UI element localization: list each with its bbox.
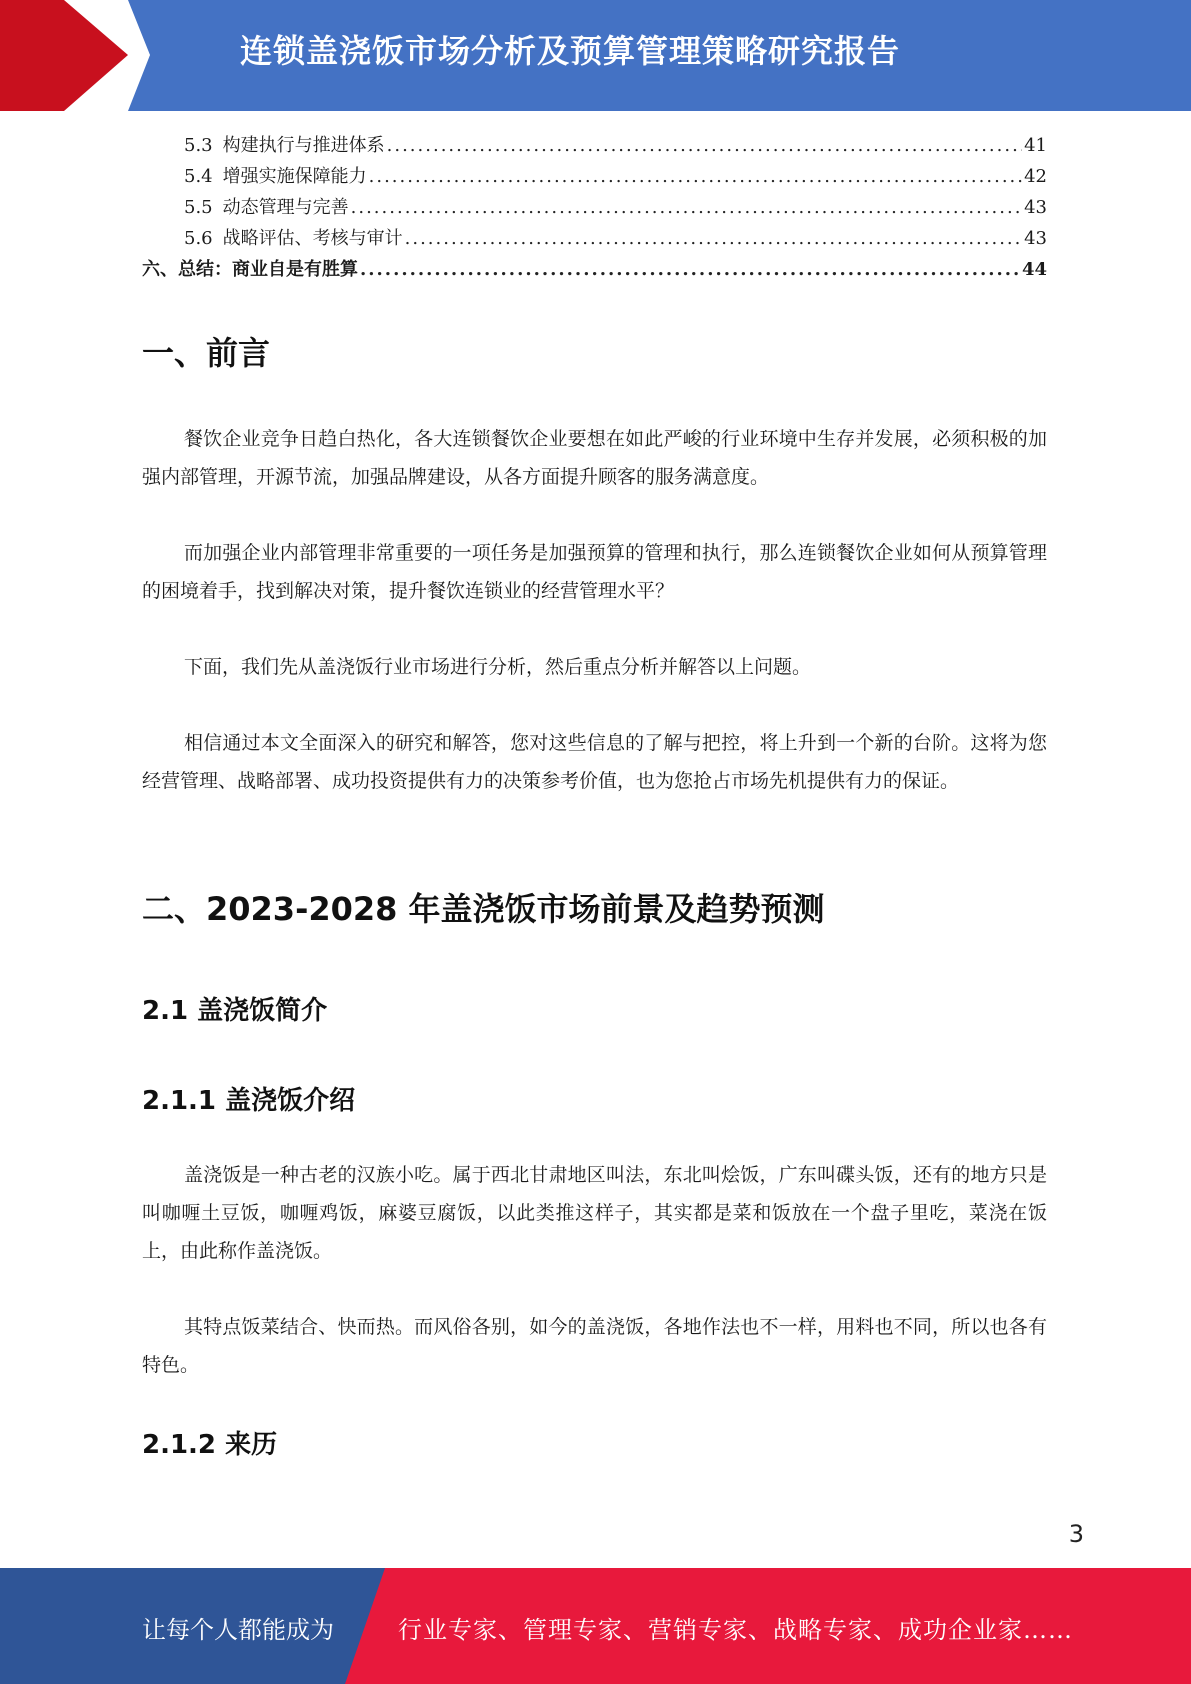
section-heading-preface: 一、前言 [142, 334, 271, 372]
subsection-heading: 2.1 盖浇饭简介 [142, 996, 328, 1026]
body-paragraph: 而加强企业内部管理非常重要的一项任务是加强预算的管理和执行，那么连锁餐饮企业如何从预算管理的困境着手，找到解决对策，提升餐饮连锁业的经营管理水平？ [142, 542, 1047, 602]
toc-entry-label: 增强实施保障能力 [222, 166, 367, 187]
body-paragraph: 其特点饭菜结合、快而热。而风俗各别，如今的盖浇饭，各地作法也不一样，用料也不同，所以也各有特色。 [142, 1316, 1047, 1376]
body-paragraph: 相信通过本文全面深入的研究和解答，您对这些信息的了解与把控，将上升到一个新的台阶。这将为您经营管理、战略部署、成功投资提供有力的决策参考价值，也为您抢占市场先机提供有力的保证。 [142, 732, 1047, 792]
toc-leader-dots [387, 135, 1022, 156]
toc-leader-dots [360, 259, 1020, 280]
footer-slogan-right: 行业专家、管理专家、营销专家、战略专家、成功企业家…… [398, 1616, 1073, 1644]
section-heading-forecast: 二、2023-2028 年盖浇饭市场前景及趋势预测 [142, 890, 825, 928]
page-header [0, 0, 1191, 111]
toc-entry[interactable] [142, 193, 1047, 224]
toc-entry-number: 5.4 [184, 166, 213, 187]
toc-entry[interactable] [142, 162, 1047, 193]
toc-entry-page: 42 [1024, 166, 1047, 187]
footer-slogan-left: 让每个人都能成为 [142, 1616, 334, 1644]
toc-entry-label: 构建执行与推进体系 [222, 135, 385, 156]
header-title: 连锁盖浇饭市场分析及预算管理策略研究报告 [240, 32, 901, 70]
toc-entry-number: 5.6 [184, 228, 213, 249]
toc-entry-page: 43 [1024, 228, 1047, 249]
body-paragraph: 下面，我们先从盖浇饭行业市场进行分析，然后重点分析并解答以上问题。 [184, 656, 812, 678]
page-footer [0, 1568, 1191, 1684]
toc-entry-label: 六、总结：商业自是有胜算 [142, 259, 358, 280]
table-of-contents [142, 131, 1047, 286]
toc-entry-page: 41 [1024, 135, 1047, 156]
toc-entry-page: 44 [1021, 259, 1047, 280]
toc-entry[interactable] [142, 224, 1047, 255]
toc-entry-number: 5.5 [184, 197, 213, 218]
toc-entry-page: 43 [1024, 197, 1047, 218]
toc-entry[interactable] [142, 131, 1047, 162]
body-paragraph: 盖浇饭是一种古老的汉族小吃。属于西北甘肃地区叫法，东北叫烩饭，广东叫碟头饭，还有的地方只是叫咖喱土豆饭，咖喱鸡饭，麻婆豆腐饭，以此类推这样子，其实都是菜和饭放在一个盘子里吃，菜浇在饭上，由此称作盖浇饭。 [142, 1164, 1047, 1262]
subsection-heading: 2.1.1 盖浇饭介绍 [142, 1086, 356, 1116]
body-paragraph: 餐饮企业竞争日趋白热化，各大连锁餐饮企业要想在如此严峻的行业环境中生存并发展，必须积极的加强内部管理，开源节流，加强品牌建设，从各方面提升顾客的服务满意度。 [142, 428, 1047, 488]
toc-entry-number: 5.3 [184, 135, 213, 156]
toc-entry-label: 战略评估、考核与审计 [222, 228, 403, 249]
toc-entry-label: 动态管理与完善 [222, 197, 349, 218]
toc-leader-dots [351, 197, 1022, 218]
toc-leader-dots [369, 166, 1022, 187]
page-number: 3 [1068, 1520, 1084, 1548]
toc-entry[interactable] [142, 255, 1047, 286]
toc-leader-dots [405, 228, 1022, 249]
subsection-heading: 2.1.2 来历 [142, 1430, 278, 1460]
